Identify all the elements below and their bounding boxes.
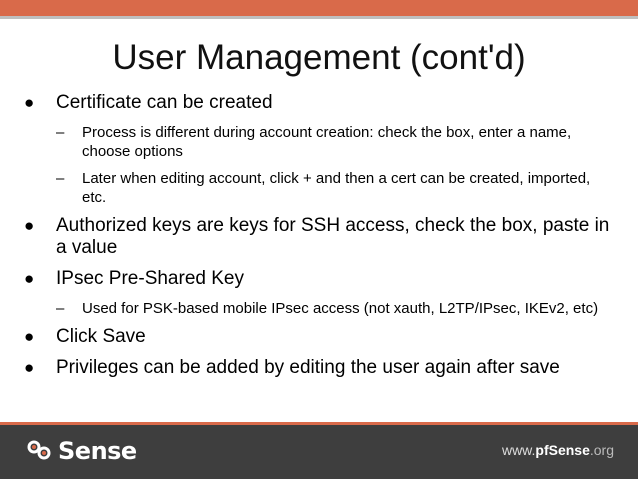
site-tld: .org (589, 442, 614, 458)
bullet-item (22, 92, 612, 114)
pfsense-logo (26, 436, 137, 466)
logo-text: Sense (58, 437, 137, 465)
pfsense-logo-icon (26, 440, 52, 462)
site-url (502, 442, 614, 458)
footer-bar (0, 422, 638, 479)
sub-bullet-text: Later when editing account, click + and then a cert can be created, imported, etc. (82, 170, 591, 206)
top-accent-bar (0, 0, 638, 16)
dash-icon: – (56, 170, 65, 187)
bullet-text: Privileges can be added by editing the user again after save (56, 357, 560, 378)
dash-icon: – (56, 124, 65, 141)
slide-content (22, 92, 612, 388)
sub-bullet-text: Process is different during account creation: check the box, enter a name, choose options (82, 124, 572, 160)
bullet-text: IPsec Pre-Shared Key (56, 268, 244, 289)
bullet-icon: ● (24, 93, 35, 112)
bullet-text: Authorized keys are keys for SSH access, check the box, paste in a value (56, 215, 610, 258)
bullet-text: Click Save (56, 326, 146, 347)
slide-title: User Management (cont'd) (112, 38, 526, 77)
bullet-item (22, 326, 612, 348)
bullet-text: Certificate can be created (56, 92, 273, 113)
bullet-icon: ● (24, 358, 35, 377)
sub-bullet-item (22, 169, 612, 207)
site-brand: pfSense (535, 442, 590, 458)
bullet-icon: ● (24, 269, 35, 288)
bullet-icon: ● (24, 327, 35, 346)
bullet-icon: ● (24, 216, 35, 235)
sub-bullet-text: Used for PSK-based mobile IPsec access (not xauth, L2TP/IPsec, IKEv2, etc) (82, 300, 599, 317)
bullet-item (22, 268, 612, 290)
bullet-item (22, 357, 612, 379)
site-prefix: www. (501, 442, 536, 458)
sub-bullet-item (22, 123, 612, 161)
bullet-item (22, 215, 612, 259)
dash-icon: – (56, 300, 65, 317)
sub-bullet-item (22, 299, 612, 318)
